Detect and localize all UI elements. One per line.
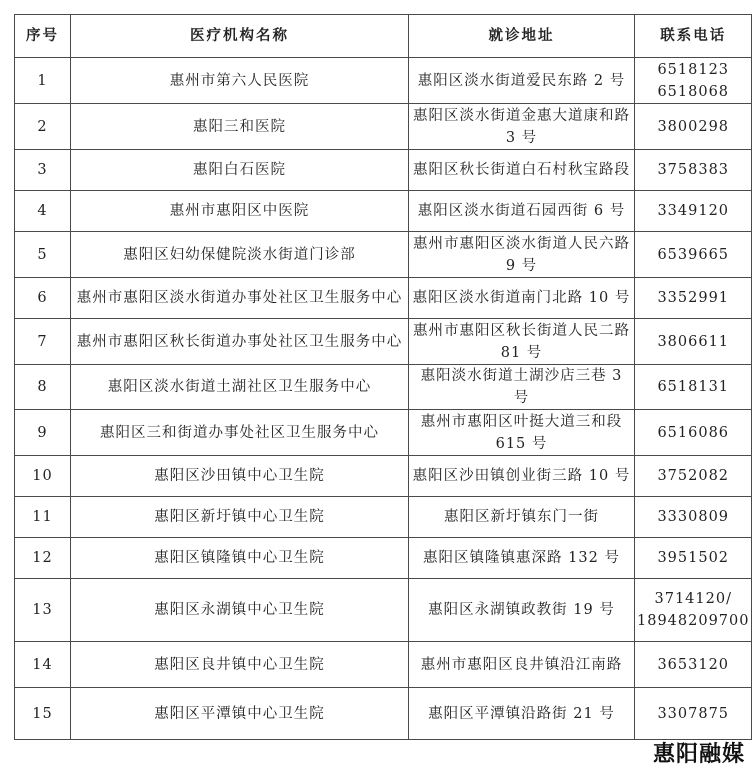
- institution-name: 惠州市第六人民医院: [71, 58, 409, 104]
- table-row: [15, 319, 752, 365]
- institution-name: 惠阳区沙田镇中心卫生院: [71, 456, 409, 497]
- phone-number: 3307875: [657, 705, 730, 722]
- table-row: [15, 150, 752, 191]
- header-phone: 联系电话: [635, 15, 752, 58]
- address-cell: [409, 642, 635, 688]
- phone-cell: [635, 365, 752, 410]
- hospital-table: [14, 14, 752, 740]
- row-number: 11: [15, 497, 71, 538]
- table-row: [15, 538, 752, 579]
- phone-cell: [635, 456, 752, 497]
- phone-number: 3714120/: [654, 591, 732, 607]
- table-row: [15, 191, 752, 232]
- address-line: 惠阳区淡水街道金惠大道康和路: [413, 107, 630, 124]
- table-body: [15, 58, 752, 740]
- row-number: 6: [15, 278, 71, 319]
- address-cell: [409, 278, 635, 319]
- address-line: 惠州市惠阳区秋长街道人民二路: [413, 322, 630, 339]
- header-no: 序号: [15, 15, 71, 58]
- address-line: 惠州市惠阳区叶挺大道三和段: [420, 413, 623, 430]
- address-cell: [409, 150, 635, 191]
- address-line: 惠阳区新圩镇东门一街: [444, 509, 599, 525]
- phone-cell: [635, 191, 752, 232]
- institution-name: 惠阳区永湖镇中心卫生院: [71, 579, 409, 642]
- address-line: 3 号: [505, 129, 538, 146]
- phone-number: 3352991: [657, 290, 730, 306]
- phone-cell: [635, 410, 752, 456]
- phone-number: 18948209700: [637, 613, 750, 629]
- table-row: [15, 58, 752, 104]
- phone-number: 6518123: [657, 61, 730, 78]
- institution-name: 惠阳白石医院: [71, 150, 409, 191]
- institution-name: 惠州市惠阳区中医院: [71, 191, 409, 232]
- phone-cell: [635, 538, 752, 579]
- address-line: 惠阳区淡水街道爱民东路 2 号: [417, 72, 626, 89]
- row-number: 7: [15, 319, 71, 365]
- table-header-row: [15, 15, 752, 58]
- institution-name: 惠阳区三和街道办事处社区卫生服务中心: [71, 410, 409, 456]
- phone-number: 6518068: [657, 83, 730, 100]
- header-address: 就诊地址: [409, 15, 635, 58]
- address-line: 615 号: [495, 435, 548, 452]
- phone-number: 3330809: [657, 509, 730, 525]
- phone-cell: [635, 232, 752, 278]
- address-cell: [409, 104, 635, 150]
- row-number: 3: [15, 150, 71, 191]
- institution-name: 惠阳区平潭镇中心卫生院: [71, 688, 409, 740]
- row-number: 1: [15, 58, 71, 104]
- row-number: 4: [15, 191, 71, 232]
- address-line: 惠州市惠阳区淡水街道人民六路: [413, 235, 630, 252]
- address-line: 惠阳区秋长街道白石村秋宝路段: [413, 162, 630, 178]
- institution-name: 惠阳三和医院: [71, 104, 409, 150]
- institution-name: 惠阳区新圩镇中心卫生院: [71, 497, 409, 538]
- phone-number: 3758383: [657, 162, 730, 178]
- phone-cell: [635, 579, 752, 642]
- table-row: [15, 642, 752, 688]
- address-cell: [409, 410, 635, 456]
- header-institution: 医疗机构名称: [71, 15, 409, 58]
- institution-name: 惠阳区镇隆镇中心卫生院: [71, 538, 409, 579]
- row-number: 5: [15, 232, 71, 278]
- institution-name: 惠阳区淡水街道土湖社区卫生服务中心: [71, 365, 409, 410]
- row-number: 10: [15, 456, 71, 497]
- phone-cell: [635, 642, 752, 688]
- address-cell: [409, 319, 635, 365]
- phone-cell: [635, 688, 752, 740]
- phone-number: 3752082: [657, 468, 730, 484]
- phone-cell: [635, 497, 752, 538]
- watermark-logo: 惠阳融媒: [652, 742, 745, 767]
- phone-cell: [635, 278, 752, 319]
- phone-cell: [635, 150, 752, 191]
- phone-cell: [635, 319, 752, 365]
- row-number: 15: [15, 688, 71, 740]
- phone-number: 6539665: [657, 246, 730, 263]
- table-row: [15, 278, 752, 319]
- phone-number: 3800298: [657, 118, 730, 135]
- institution-name: 惠州市惠阳区淡水街道办事处社区卫生服务中心: [71, 278, 409, 319]
- table-row: [15, 456, 752, 497]
- address-line: 惠阳区镇隆镇惠深路 132 号: [423, 550, 620, 566]
- phone-number: 6516086: [657, 424, 730, 441]
- address-cell: [409, 688, 635, 740]
- row-number: 13: [15, 579, 71, 642]
- address-cell: [409, 365, 635, 410]
- address-cell: [409, 497, 635, 538]
- row-number: 8: [15, 365, 71, 410]
- address-cell: [409, 538, 635, 579]
- row-number: 9: [15, 410, 71, 456]
- address-cell: [409, 191, 635, 232]
- phone-cell: [635, 58, 752, 104]
- table-row: [15, 579, 752, 642]
- row-number: 2: [15, 104, 71, 150]
- address-line: 9 号: [505, 257, 538, 274]
- address-line: 惠阳区永湖镇政教街 19 号: [428, 602, 615, 618]
- table-row: [15, 688, 752, 740]
- table-row: [15, 365, 752, 410]
- table-row: [15, 497, 752, 538]
- address-line: 惠阳淡水街道土湖沙店三巷 3 号: [420, 368, 623, 406]
- phone-number: 3806611: [657, 333, 730, 350]
- row-number: 14: [15, 642, 71, 688]
- institution-name: 惠阳区良井镇中心卫生院: [71, 642, 409, 688]
- phone-number: 3349120: [657, 203, 730, 219]
- address-line: 惠阳区沙田镇创业街三路 10 号: [412, 468, 631, 484]
- address-line: 惠阳区淡水街道南门北路 10 号: [412, 290, 631, 306]
- table-row: [15, 104, 752, 150]
- table-row: [15, 410, 752, 456]
- address-cell: [409, 456, 635, 497]
- address-line: 惠州市惠阳区良井镇沿江南路: [420, 656, 623, 673]
- address-cell: [409, 579, 635, 642]
- table-row: [15, 232, 752, 278]
- address-cell: [409, 232, 635, 278]
- phone-number: 3653120: [657, 656, 730, 673]
- phone-number: 3951502: [657, 550, 730, 566]
- address-line: 惠阳区平潭镇沿路街 21 号: [428, 705, 615, 722]
- address-cell: [409, 58, 635, 104]
- row-number: 12: [15, 538, 71, 579]
- address-line: 81 号: [500, 344, 543, 361]
- institution-name: 惠阳区妇幼保健院淡水街道门诊部: [71, 232, 409, 278]
- phone-number: 6518131: [657, 379, 730, 395]
- phone-cell: [635, 104, 752, 150]
- institution-name: 惠州市惠阳区秋长街道办事处社区卫生服务中心: [71, 319, 409, 365]
- address-line: 惠阳区淡水街道石园西街 6 号: [417, 203, 626, 219]
